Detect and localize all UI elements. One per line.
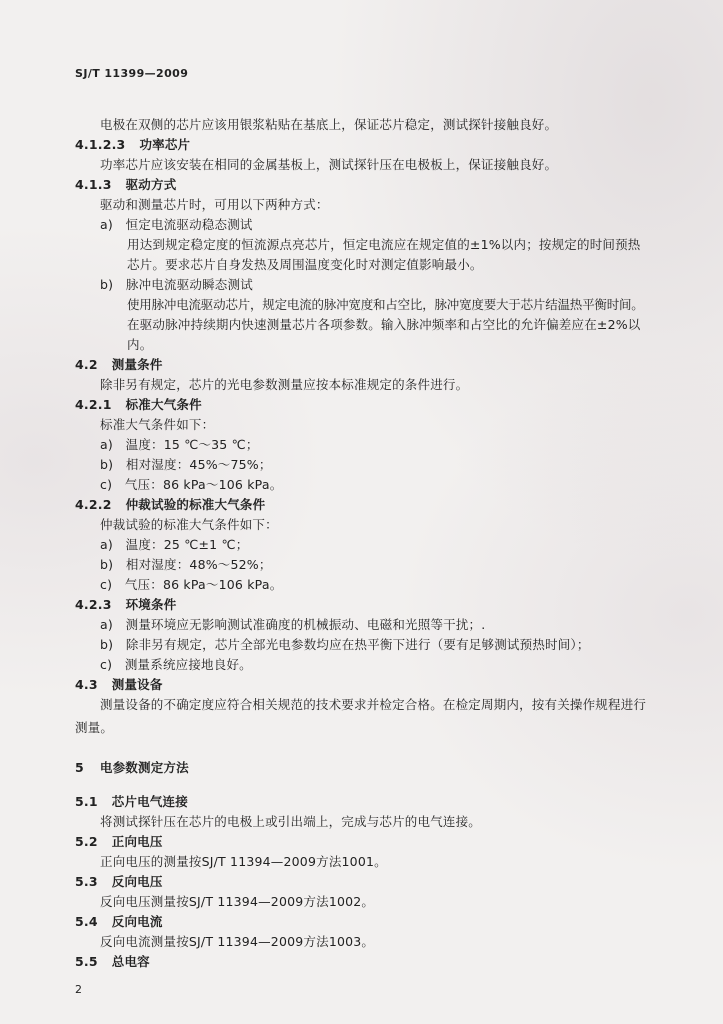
paragraph-line: 反向电压测量按SJ/T 11394—2009方法1002。 [100, 894, 375, 909]
section-heading [75, 914, 163, 930]
list-item: b) 相对湿度：45%～75%； [100, 457, 272, 472]
section-heading [75, 397, 202, 413]
section-title: 正向电压 [111, 834, 163, 849]
paragraph-line: 使用脉冲电流驱动芯片，规定电流的脉冲宽度和占空比，脉冲宽度要大于芯片结温热平衡时间。 [127, 297, 644, 312]
section-number: 4.1.2.3 [75, 137, 126, 152]
section-number: 5.3 [75, 874, 98, 889]
paragraph-line: 正向电压的测量按SJ/T 11394—2009方法1001。 [100, 854, 387, 869]
section-number: 5.5 [75, 954, 98, 969]
page-number: 2 [75, 983, 83, 996]
section-heading [75, 597, 176, 613]
paragraph-line: 测量设备的不确定度应符合相关规范的技术要求并检定合格。在检定周期内，按有关操作规程进行 [100, 697, 647, 712]
paragraph-line: 反向电流测量按SJ/T 11394—2009方法1003。 [100, 934, 375, 949]
paragraph-line: 除非另有规定，芯片的光电参数测量应按本标准规定的条件进行。 [100, 377, 469, 392]
section-title: 总电容 [111, 954, 150, 969]
running-header: SJ/T 11399—2009 [75, 67, 189, 80]
section-number: 4.2.2 [75, 497, 112, 512]
section-title: 驱动方式 [125, 177, 177, 192]
paragraph-line: 内。 [127, 337, 153, 352]
list-item: c) 气压：86 kPa～106 kPa。 [100, 577, 283, 592]
list-item: b) 相对湿度：48%～52%； [100, 557, 272, 572]
section-number: 5.4 [75, 914, 98, 929]
section-heading [75, 357, 163, 373]
paragraph-line: 在驱动脉冲持续期内快速测量芯片各项参数。输入脉冲频率和占空比的允许偏差应在±2%以 [127, 317, 641, 332]
list-item: a) 测量环境应无影响测试准确度的机械振动、电磁和光照等干扰；. [100, 617, 486, 632]
paragraph-line: 驱动和测量芯片时，可用以下两种方式： [100, 197, 329, 212]
section-heading [75, 137, 190, 153]
chapter-heading [75, 760, 189, 776]
paragraph-line: 功率芯片应该安装在相同的金属基板上，测试探针压在电极板上，保证接触良好。 [100, 157, 558, 172]
list-item: c) 气压：86 kPa～106 kPa。 [100, 477, 283, 492]
section-number: 5 [75, 760, 84, 775]
list-item: c) 测量系统应接地良好。 [100, 657, 252, 672]
paragraph-line: 用达到规定稳定度的恒流源点亮芯片，恒定电流应在规定值的±1%以内；按规定的时间预热 [127, 237, 641, 252]
section-heading [75, 497, 265, 513]
section-number: 5.2 [75, 834, 98, 849]
list-item: b) 除非另有规定，芯片全部光电参数均应在热平衡下进行（要有足够测试预热时间）； [100, 637, 590, 652]
section-title: 仲裁试验的标准大气条件 [125, 497, 266, 512]
section-heading [75, 954, 150, 970]
list-item: b) 脉冲电流驱动瞬态测试 [100, 277, 253, 292]
section-title: 功率芯片 [139, 137, 191, 152]
section-heading [75, 794, 188, 810]
paragraph-line: 标准大气条件如下： [100, 417, 215, 432]
paragraph-line: 测量。 [75, 720, 114, 735]
paragraph-line: 芯片。要求芯片自身发热及周围温度变化时对测定值影响最小。 [127, 257, 483, 272]
section-title: 测量条件 [111, 357, 163, 372]
section-number: 4.2 [75, 357, 98, 372]
section-number: 5.1 [75, 794, 98, 809]
section-title: 环境条件 [125, 597, 177, 612]
section-title: 标准大气条件 [125, 397, 202, 412]
section-title: 电参数测定方法 [99, 760, 189, 775]
section-number: 4.2.1 [75, 397, 112, 412]
list-item: a) 恒定电流驱动稳态测试 [100, 217, 253, 232]
list-item: a) 温度：15 ℃～35 ℃； [100, 437, 259, 452]
paragraph-line: 仲裁试验的标准大气条件如下： [100, 517, 278, 532]
paragraph-line: 将测试探针压在芯片的电极上或引出端上，完成与芯片的电气连接。 [100, 814, 482, 829]
section-number: 4.2.3 [75, 597, 112, 612]
paragraph-line: 电极在双侧的芯片应该用银浆粘贴在基底上，保证芯片稳定，测试探针接触良好。 [100, 117, 558, 132]
section-heading [75, 834, 163, 850]
section-title: 反向电压 [111, 874, 163, 889]
section-heading [75, 874, 163, 890]
section-title: 芯片电气连接 [111, 794, 188, 809]
section-heading [75, 677, 163, 693]
section-number: 4.3 [75, 677, 98, 692]
section-title: 测量设备 [111, 677, 163, 692]
section-heading [75, 177, 176, 193]
section-number: 4.1.3 [75, 177, 112, 192]
list-item: a) 温度：25 ℃±1 ℃； [100, 537, 249, 552]
section-title: 反向电流 [111, 914, 163, 929]
